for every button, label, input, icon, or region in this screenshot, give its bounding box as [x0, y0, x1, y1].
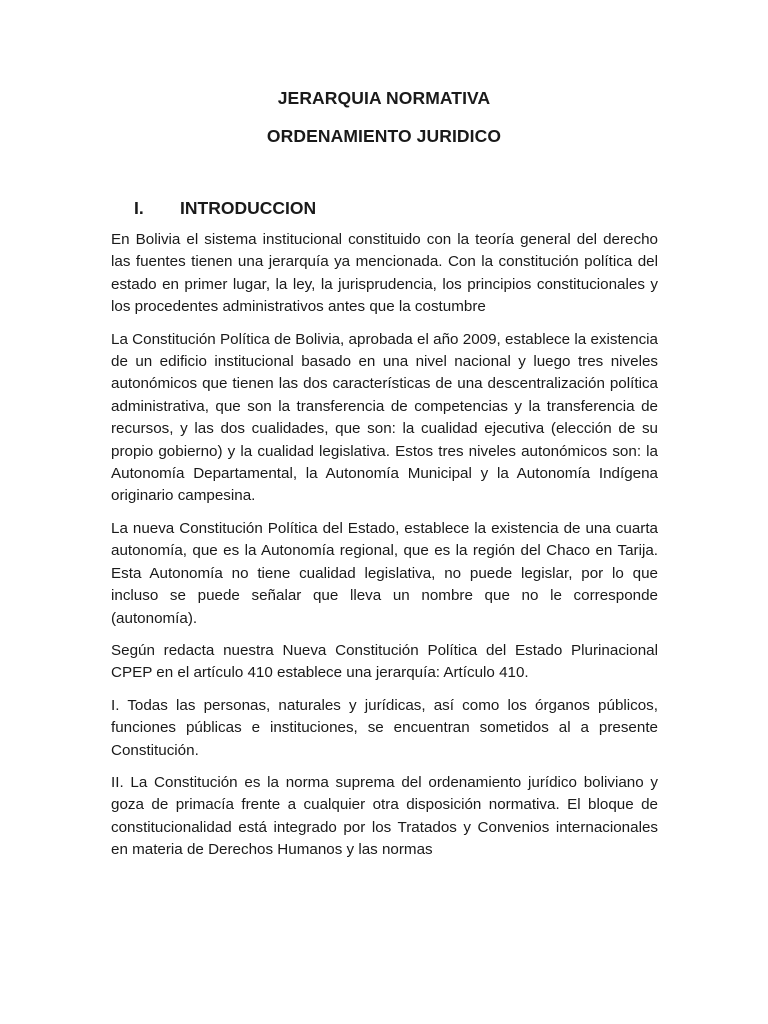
paragraph-2: La Constitución Política de Bolivia, aprobada el año 2009, establece la existencia de un edificio institucional basado en una nivel nacional y luego tres niveles autonómicos que tienen las dos características de una descentralización política administrativa, que son la transferencia de competencias y la transferencia de recursos, y las dos cualidades, que son: la cualidad ejecutiva (elección de su propio gobierno) y la cualidad legislativa. Estos tres niveles autonómicos son: la Autonomía Departamental, la Autonomía Municipal y la Autonomía Indígena originario campesina. [111, 330, 658, 505]
section-number: I. [134, 198, 144, 218]
document-title: JERARQUIA NORMATIVA [277, 88, 491, 108]
document-subtitle: ORDENAMIENTO JURIDICO [266, 126, 502, 146]
paragraph-3: La nueva Constitución Política del Estado, establece la existencia de una cuarta autonomía, que es la Autonomía regional, que es la región del Chaco en Tarija. Esta Autonomía no tiene cualidad legislativa, no puede legislar, por lo que incluso se puede señalar que lleva un nombre que no le corresponde (autonomía). [111, 519, 658, 627]
paragraph-5: I. Todas las personas, naturales y jurídicas, así como los órganos públicos, funciones públicas e instituciones, se encuentran sometidos al a presente Constitución. [111, 696, 658, 759]
section-title: INTRODUCCION [180, 198, 317, 218]
paragraph-4: Según redacta nuestra Nueva Constitución Política del Estado Plurinacional CPEP en el artículo 410 establece una jerarquía: Artículo 410. [111, 641, 658, 682]
section-heading [134, 198, 316, 219]
paragraph-1: En Bolivia el sistema institucional constituido con la teoría general del derecho las fuentes tienen una jerarquía ya mencionada. Con la constitución política del estado en primer lugar, la ley, la jurisprudencia, los principios constitucionales y los procedentes administrativos antes que la costumbre [111, 231, 658, 316]
paragraph-6: II. La Constitución es la norma suprema del ordenamiento jurídico boliviano y goza de primacía frente a cualquier otra disposición normativa. El bloque de constitucionalidad está integrado por los Tratados y Convenios internacionales en materia de Derechos Humanos y las normas [111, 773, 658, 859]
body-text [111, 229, 658, 872]
